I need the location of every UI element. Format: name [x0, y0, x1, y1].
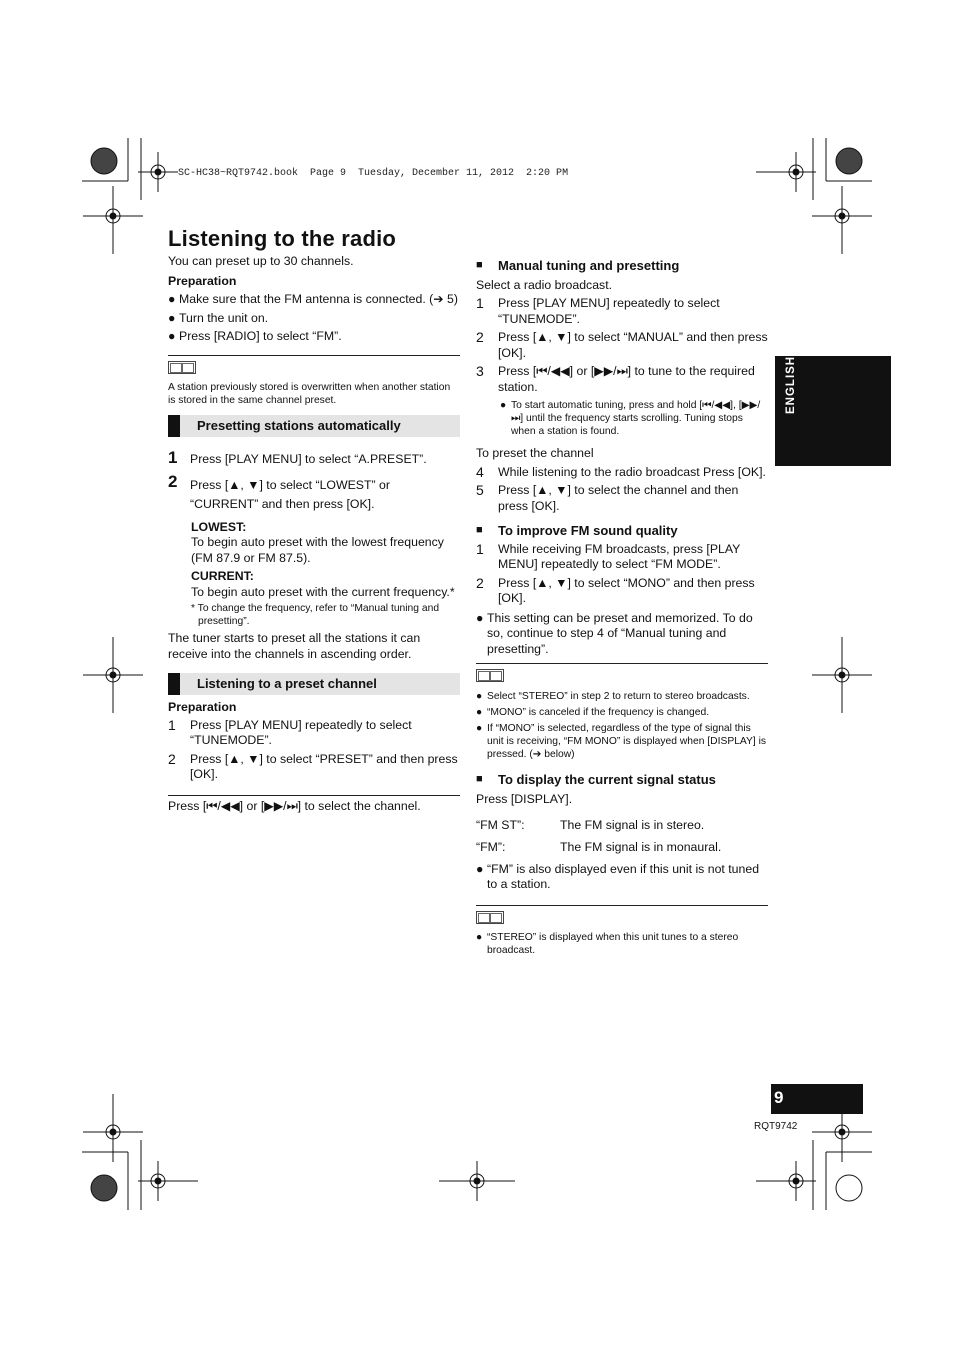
note-text-1: A station previously stored is overwritten when another station is stored in the same channel preset. [168, 382, 451, 406]
note-book-icon [476, 669, 504, 682]
note-book-icon [476, 911, 504, 924]
manual-step-5: 5 Press [▲, ▼] to select the channel and then press [OK]. [476, 482, 739, 513]
status-note: ● “STEREO” is displayed when this unit tunes to a stereo broadcast. [476, 932, 739, 956]
language-tab [775, 356, 891, 466]
status-row-stereo: “FM ST”: The FM signal is in stereo. [476, 817, 705, 832]
prep-item-1: ● Make sure that the FM antenna is connected. (➔ 5) [168, 292, 458, 306]
auto-step-1: 1 Press [PLAY MENU] to select “A.PRESET”. [168, 448, 427, 467]
page-number: 9 [774, 1088, 784, 1107]
fm-note-1: ● Select “STEREO” in step 2 to return to stereo broadcasts. [476, 690, 750, 702]
document-code: RQT9742 [754, 1121, 798, 1132]
fm-note-3: ● If “MONO” is selected, regardless of the type of signal this unit is receiving, “FM MONO” is displayed when [DISPLAY] is pressed. (➔ below) [476, 722, 767, 760]
manual-step-3: 3 Press [⏮/◀◀] or [▶▶/⏭] to tune to the required station. [476, 363, 755, 394]
left-column [168, 254, 460, 814]
fm-step-2: 2 Press [▲, ▼] to select “MONO” and then press [OK]. [476, 574, 755, 605]
status-note-block [476, 905, 768, 958]
fm-note-2: ● “MONO” is canceled if the frequency is changed. [476, 706, 710, 718]
manual-step-4: 4 While listening to the radio broadcast Press [OK]. [476, 463, 766, 480]
prep-item-3: ● Press [RADIO] to select “FM”. [168, 329, 342, 343]
manual-tuning-heading: ■ Manual tuning and presetting [476, 258, 680, 273]
lowest-text: To begin auto preset with the lowest frequency (FM 87.9 or FM 87.5). [191, 535, 444, 565]
current-label: CURRENT: [191, 569, 254, 583]
preparation-label-2: Preparation [168, 700, 237, 714]
lowest-label: LOWEST: [191, 519, 247, 534]
auto-step-2: 2 Press [▲, ▼] to select “LOWEST” or “CURRENT” and then press [OK]. [168, 471, 390, 511]
auto-tune-note: ● To start automatic tuning, press and hold [⏮/◀◀], [▶▶/⏭] until the frequency starts scrolling. Tuning stops when a station is found. [500, 400, 761, 437]
signal-status-heading: ■ To display the current signal status [476, 771, 716, 787]
preset-step-2: 2 Press [▲, ▼] to select “PRESET” and then press [OK]. [168, 750, 458, 781]
fm-quality-heading: ■ To improve FM sound quality [476, 523, 678, 538]
manual-step-1: 1 Press [PLAY MENU] repeatedly to select “TUNEMODE”. [476, 295, 720, 326]
language-tab-label: ENGLISH [785, 355, 797, 414]
manual-intro: Select a radio broadcast. [476, 277, 613, 292]
fm-notes-block [476, 663, 768, 761]
select-channel-block [168, 795, 460, 815]
manual-step-2: 2 Press [▲, ▼] to select “MANUAL” and then press [OK]. [476, 329, 768, 360]
preset-step-1: 1 Press [PLAY MENU] repeatedly to select “TUNEMODE”. [168, 716, 412, 747]
section-header-auto-preset: Presetting stations automatically [168, 415, 460, 437]
preset-channel-label: To preset the channel [476, 446, 594, 460]
status-row-monaural: “FM”: The FM signal is in monaural. [476, 840, 722, 854]
page-number-box [771, 1084, 863, 1114]
auto-options [191, 520, 460, 629]
preparation-label: Preparation [168, 273, 237, 288]
select-channel-text: Press [⏮/◀◀] or [▶▶/⏭] to select the channel. [168, 798, 421, 813]
status-bullet: ● “FM” is also displayed even if this unit is not tuned to a station. [476, 861, 760, 891]
section-header-preset-channel: Listening to a preset channel [168, 673, 460, 695]
fm-bullet: ● This setting can be preset and memorized. To do so, continue to step 4 of “Manual tuning and presetting”. [476, 610, 753, 656]
page-title: Listening to the radio [168, 226, 397, 251]
footnote: * To change the frequency, refer to “Manual tuning and presetting”. [191, 603, 440, 627]
intro-text: You can preset up to 30 channels. [168, 254, 354, 268]
tuner-text: The tuner starts to preset all the stations it can receive into the channels in ascending order. [168, 631, 421, 661]
current-text: To begin auto preset with the current frequency.* [191, 584, 455, 599]
right-column [476, 258, 768, 957]
prep-item-2: ● Turn the unit on. [168, 310, 269, 325]
status-intro: Press [DISPLAY]. [476, 792, 573, 806]
note-block-1 [168, 355, 460, 408]
note-book-icon [168, 361, 196, 374]
fm-step-1: 1 While receiving FM broadcasts, press [PLAY MENU] repeatedly to select “FM MODE”. [476, 540, 741, 571]
file-header-line: SC-HC38~RQT9742.book Page 9 Tuesday, December 11, 2012 2:20 PM [178, 168, 569, 179]
